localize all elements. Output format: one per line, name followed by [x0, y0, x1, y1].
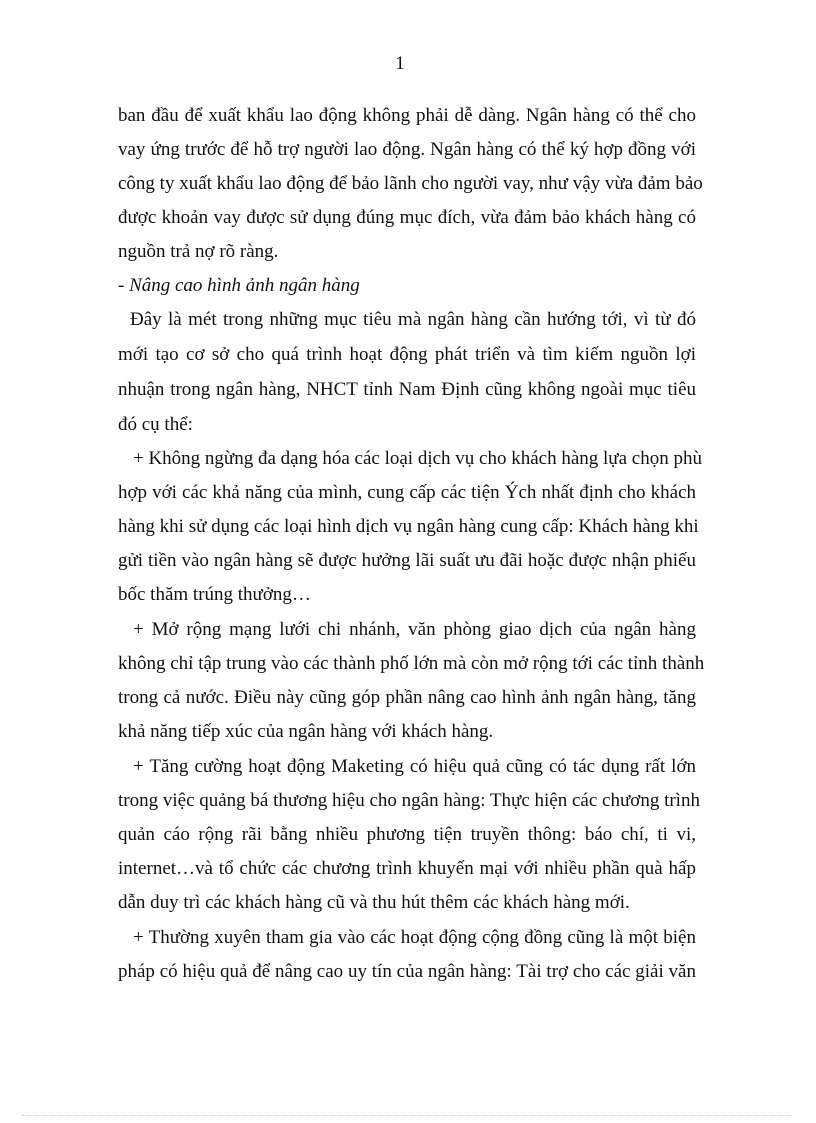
page-bottom-divider — [22, 1115, 792, 1116]
text-line: nhuận trong ngân hàng, NHCT tỉnh Nam Định cũng không ngoài mục tiêu — [118, 379, 696, 400]
text-line: hàng khi sử dụng các loại hình dịch vụ ngân hàng cung cấp: Khách hàng khi — [118, 516, 699, 537]
text-line: nguồn trả nợ rõ ràng. — [118, 241, 279, 262]
text-line: vay ứng trước để hỗ trợ người lao động. Ngân hàng có thể ký hợp đồng với — [118, 139, 696, 160]
text-line: gửi tiền vào ngân hàng sẽ được hưởng lãi suất ưu đãi hoặc được nhận phiếu — [118, 550, 696, 571]
text-line: công ty xuất khẩu lao động để bảo lãnh cho người vay, như vậy vừa đảm bảo — [118, 173, 703, 194]
text-line: trong cả nước. Điều này cũng góp phần nâng cao hình ảnh ngân hàng, tăng — [118, 687, 696, 708]
text-line: mới tạo cơ sở cho quá trình hoạt động phát triển và tìm kiếm nguồn lợi — [118, 344, 696, 365]
text-line: ban đầu để xuất khẩu lao động không phải dễ dàng. Ngân hàng có thể cho — [118, 105, 696, 126]
text-line: pháp có hiệu quả để nâng cao uy tín của ngân hàng: Tài trợ cho các giải văn — [118, 961, 696, 982]
text-line: bốc thăm trúng thưởng… — [118, 584, 311, 605]
text-line: dẫn duy trì các khách hàng cũ và thu hút thêm các khách hàng mới. — [118, 892, 630, 913]
text-line: internet…và tổ chức các chương trình khuyến mại với nhiều phần quà hấp — [118, 858, 696, 879]
section-heading: - Nâng cao hình ảnh ngân hàng — [118, 275, 360, 296]
text-line: hợp với các khả năng của mình, cung cấp các tiện Ých nhất định cho khách — [118, 482, 696, 503]
text-line: + Thường xuyên tham gia vào các hoạt động cộng đồng cũng là một biện — [133, 927, 696, 948]
page-number: 1 — [395, 53, 405, 74]
text-line: đó cụ thể: — [118, 414, 193, 435]
text-line: + Không ngừng đa dạng hóa các loại dịch vụ cho khách hàng lựa chọn phù — [133, 448, 702, 469]
text-line: trong việc quảng bá thương hiệu cho ngân hàng: Thực hiện các chương trình — [118, 790, 700, 811]
text-line: + Tăng cường hoạt động Maketing có hiệu quả cũng có tác dụng rất lớn — [133, 756, 696, 777]
text-line: Đây là mét trong những mục tiêu mà ngân hàng cần hướng tới, vì từ đó — [130, 309, 696, 330]
text-line: + Mở rộng mạng lưới chi nhánh, văn phòng giao dịch của ngân hàng — [133, 619, 696, 640]
text-line: khả năng tiếp xúc của ngân hàng với khách hàng. — [118, 721, 494, 742]
text-line: không chỉ tập trung vào các thành phố lớn mà còn mở rộng tới các tỉnh thành — [118, 653, 705, 674]
text-line: được khoản vay được sử dụng đúng mục đích, vừa đảm bảo khách hàng có — [118, 207, 696, 228]
text-line: quản cáo rộng rãi bằng nhiều phương tiện truyền thông: báo chí, ti vi, — [118, 824, 696, 845]
